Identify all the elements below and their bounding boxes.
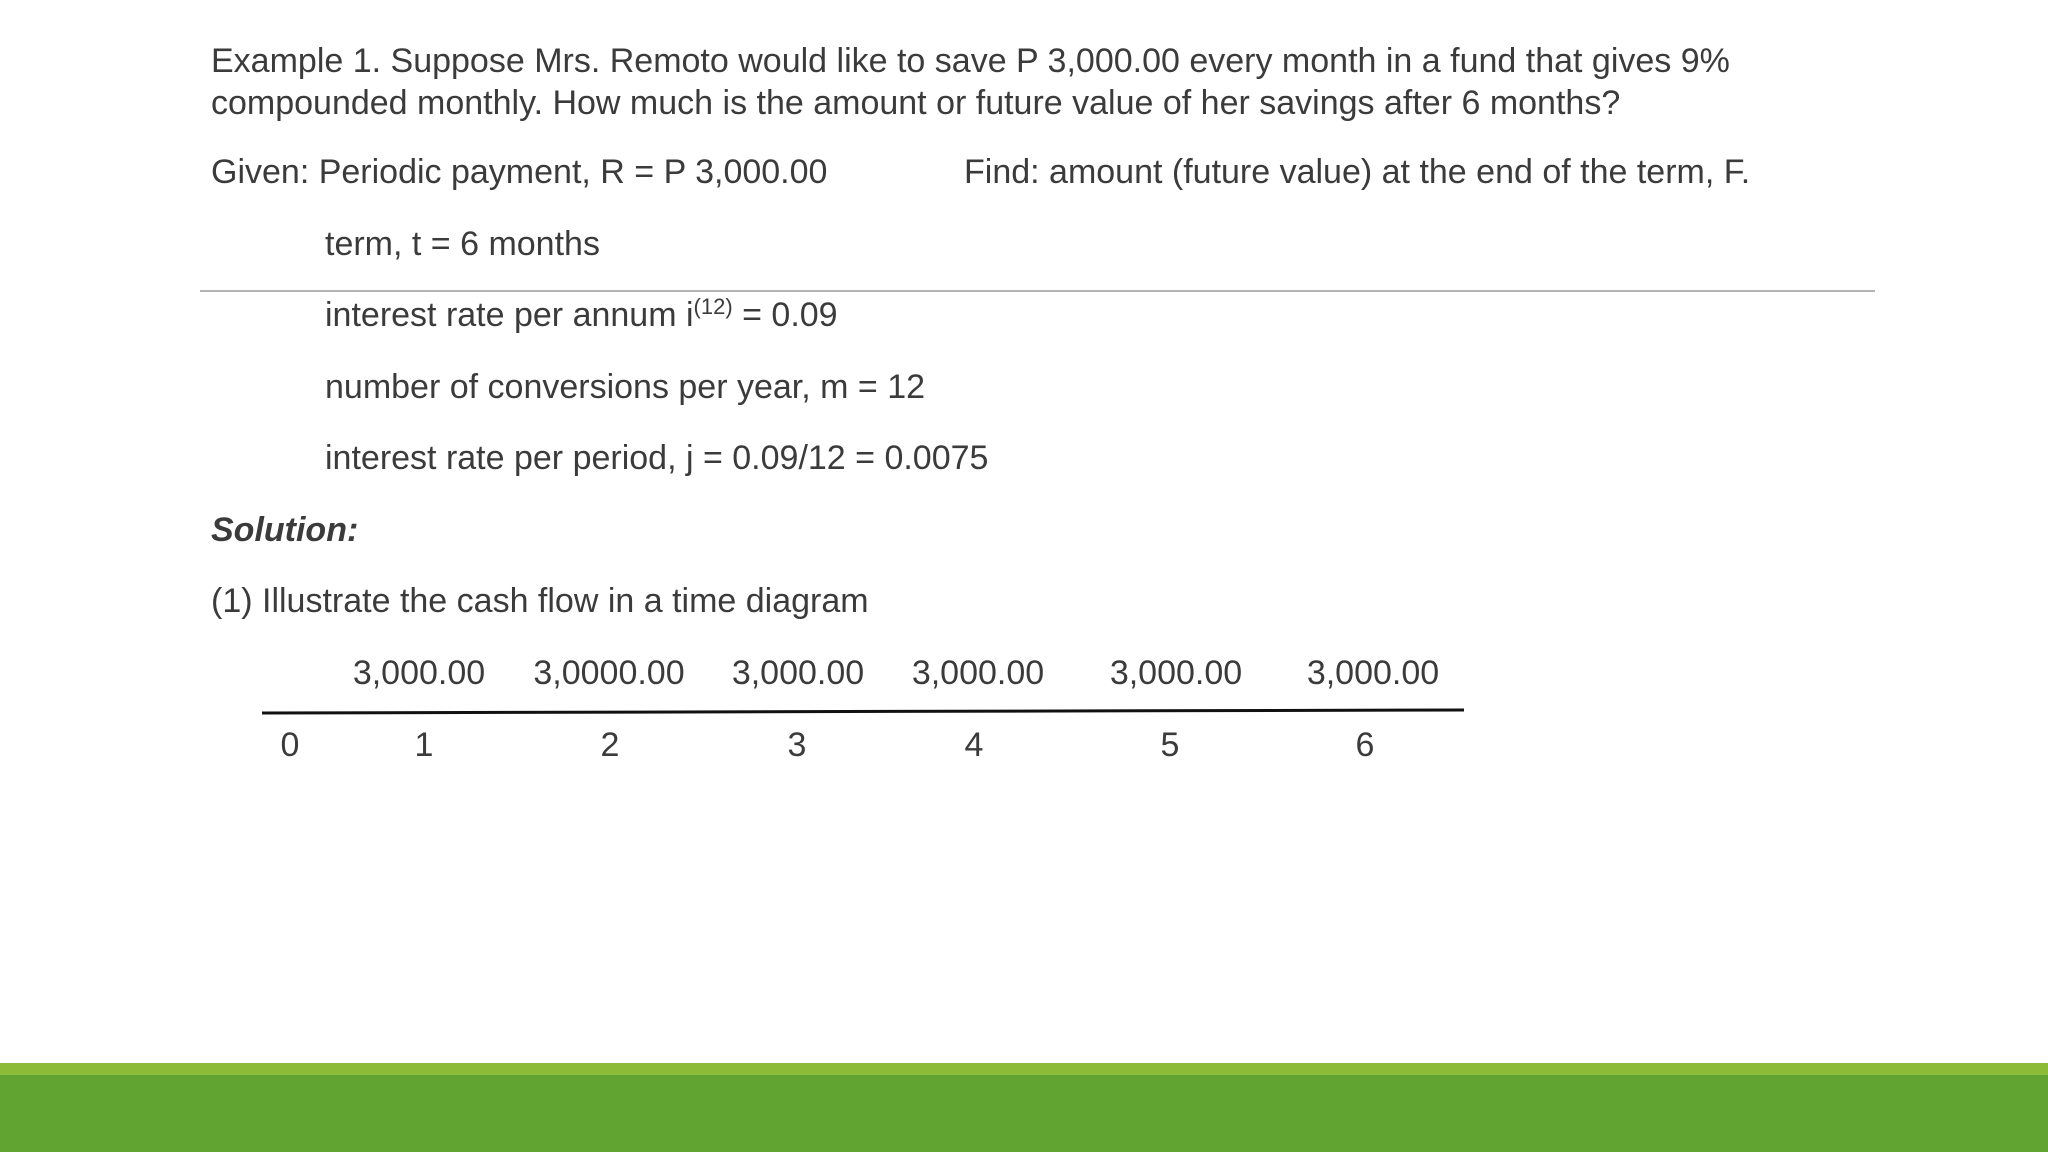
rate-prefix: interest rate per annum i [325, 296, 694, 334]
given-interest-rate [325, 294, 838, 336]
rate-suffix: = 0.09 [732, 296, 838, 334]
period-label-1: 1 [414, 726, 434, 764]
solution-heading: Solution: [211, 511, 359, 549]
given-conversions: number of conversions per year, m = 12 [325, 368, 926, 406]
footer-band [0, 1075, 2048, 1152]
payment-label-1: 3,000.00 [352, 654, 486, 692]
payment-label-5: 3,000.00 [1109, 654, 1243, 692]
given-term: term, t = 6 months [325, 225, 600, 263]
period-label-3: 3 [787, 726, 807, 764]
rate-superscript: (12) [693, 294, 733, 319]
solution-step-1: (1) Illustrate the cash flow in a time diagram [211, 582, 869, 620]
given-payment: Given: Periodic payment, R = P 3,000.00 [211, 153, 828, 191]
payment-label-3: 3,000.00 [731, 654, 865, 692]
divider-line [200, 290, 1875, 292]
payment-label-2: 3,0000.00 [533, 654, 685, 692]
period-label-2: 2 [600, 726, 620, 764]
footer-accent-band [0, 1063, 2048, 1075]
period-label-5: 5 [1160, 726, 1180, 764]
problem-statement [211, 40, 1891, 124]
period-label-0: 0 [280, 726, 300, 764]
problem-line-2: compounded monthly. How much is the amount or future value of her savings after 6 months? [211, 84, 1621, 122]
find-statement: Find: amount (future value) at the end of the term, F. [964, 153, 1751, 191]
period-label-4: 4 [964, 726, 984, 764]
given-period-rate: interest rate per period, j = 0.09/12 = 0.0075 [325, 439, 989, 477]
payment-label-4: 3,000.00 [911, 654, 1045, 692]
period-label-6: 6 [1355, 726, 1375, 764]
timeline-axis [262, 710, 1464, 713]
problem-line-1: Example 1. Suppose Mrs. Remoto would like to save P 3,000.00 every month in a fund that gives 9% [211, 42, 1730, 80]
payment-label-6: 3,000.00 [1306, 654, 1440, 692]
